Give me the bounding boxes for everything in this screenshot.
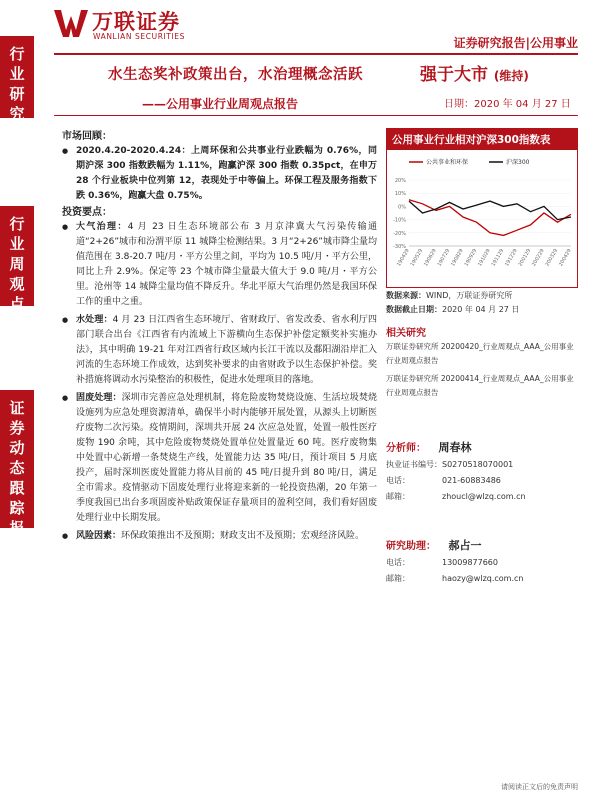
report-body [62, 128, 377, 544]
cert-label: 执业证书编号： [386, 460, 442, 469]
chart-cutoff [386, 304, 578, 315]
x-tick-label: 191129 [490, 248, 506, 268]
chart-heading: 公用事业行业相对沪深300指数表 [386, 128, 578, 150]
x-tick-label: 190629 [422, 248, 438, 268]
analyst-header [386, 440, 578, 457]
related-research-heading: 相关研究 [386, 328, 426, 339]
analyst-phone-row [386, 473, 578, 489]
chart-container [386, 150, 578, 288]
point-water-treatment [62, 313, 377, 388]
series-line-csi300 [409, 201, 571, 220]
y-tick-label: -30% [393, 244, 406, 250]
assistant-name: 郝占一 [448, 539, 482, 552]
email-link[interactable]: zhoucl@wlzq.com.cn [442, 492, 526, 501]
x-tick-label: 190929 [463, 248, 479, 268]
sidebar-tag-industry-research: 行 业 研 究 [0, 36, 34, 118]
related-research-link[interactable]: 万联证券研究所 20200414_行业周观点_AAA_公用事业行业周观点报告 [386, 374, 574, 397]
report-subtitle: ——公用事业行业周观点报告 [142, 97, 299, 111]
cutoff-label: 数据截止日期： [386, 305, 442, 314]
point-label: 大气治理： [76, 222, 128, 232]
point-label: 固废处理： [76, 393, 122, 403]
assistant-email-row [386, 571, 578, 587]
phone-label: 电话： [386, 558, 410, 567]
brand-name-cn: 万联证券 [92, 10, 180, 34]
brand-name-en: WANLIAN SECURITIES [93, 32, 186, 41]
legend-label: 公共事业和环保 [426, 159, 469, 166]
rating-value: 强于大市 [420, 65, 488, 85]
sidebar-tag-weekly-view: 行 业 周 观 点 [0, 206, 34, 306]
x-tick-label: 200329 [544, 248, 560, 268]
chart-source [386, 290, 578, 301]
y-tick-label: 10% [394, 191, 406, 198]
market-review-heading: 市场回顾： [62, 131, 112, 142]
market-review-text: 2020.4.20-2020.4.24：上周环保和公共事业行业跌幅为 0.76%，同期沪深 300 指数跌幅为 1.11%，跑赢沪深 300 指数 0.35pct，在申万 28 个行业板块中位列第 12，表现处于中等偏上。环保工程及服务指数下跌 0.36%，跑赢大盘 0.75%。 [76, 146, 377, 201]
phone-value: 021-60883486 [442, 476, 501, 485]
analyst-email-row [386, 489, 578, 505]
point-risk-factors [62, 529, 377, 544]
company-logo [54, 8, 254, 44]
header-divider [54, 53, 578, 55]
point-text: 环保政策推出不及预期；财政支出不及预期；宏观经济风险。 [121, 531, 365, 541]
x-tick-label: 200129 [517, 248, 533, 268]
market-review-bullet [62, 144, 377, 204]
related-research-link[interactable]: 万联证券研究所 20200420_行业周观点_AAA_公用事业行业周观点报告 [386, 342, 574, 365]
x-tick-label: 190429 [395, 248, 411, 268]
x-tick-label: 200429 [557, 248, 573, 268]
x-tick-label: 191229 [503, 248, 519, 268]
analyst-block [386, 440, 578, 505]
assistant-header [386, 538, 578, 555]
y-tick-label: -20% [393, 230, 406, 237]
point-text: 4 月 23 日生态环境部公布 3 月京津冀大气污染传输通道“2+26”城市和汾渭平原 11 城降尘检测结果。3 月“2+26”城市降尘量均值范围在 3.8-20.7 吨/月・平方公里之间，平均为 10.5 吨/月・平方公里，同比上升 2.9%。保定等 23 个城市降尘量最大值大于 9.0 吨/月・平方公里。沧州等 14 城降尘量均值不降反升。华北平原大气治理仍然是我国环保工作的重中之重。 [76, 222, 377, 307]
x-tick-label: 190529 [409, 248, 425, 268]
x-tick-label: 200229 [530, 248, 546, 268]
email-link[interactable]: haozy@wlzq.com.cn [442, 574, 524, 583]
cutoff-value: 2020 年 04 月 27 日 [442, 305, 520, 314]
source-label: 数据来源： [386, 291, 426, 300]
phone-value: 13009877660 [442, 558, 498, 567]
phone-label: 电话： [386, 476, 410, 485]
y-tick-label: -10% [393, 217, 406, 224]
point-air-treatment [62, 220, 377, 310]
point-solid-waste [62, 391, 377, 526]
cert-value: S0270518070001 [442, 460, 514, 469]
investment-points-heading: 投资要点： [62, 207, 112, 218]
relative-performance-chart [387, 150, 577, 286]
rating-note: (维持) [493, 69, 529, 83]
point-label: 风险因素： [76, 531, 122, 541]
point-text: 深圳市完善应急处理机制，将危险废物焚烧设施、生活垃圾焚烧设施列为应急处理资源清单，确保半小时内能够开展处置，从源头上切断医疗废物二次污染。疫情期间，深圳共开展 24 次应急处置，处置一般性医疗废物 190 余吨，其中危险废物焚烧处置单位处置量近 60 吨。医疗废物集中处置中心新增一条焚烧生产线，处置能力达 35 吨/日，预计项目 5 月底投产，届时深圳医废处置能力将从目前的 45 吨/日提升到 80 吨/日，满足全市需求。疫情驱动下固废处理行业将迎来新的一轮投资热潮，20 年第一季度我国已出台多项固废补贴政策保证存量项目的盈利空间，我们看好固废处理行业中长期发展。 [76, 393, 377, 523]
x-tick-label: 190829 [449, 248, 465, 268]
analyst-cert-row [386, 457, 578, 473]
legend-label: 沪深300 [506, 159, 530, 166]
analyst-name: 周春林 [438, 441, 472, 454]
title-divider [54, 115, 578, 116]
assistant-block [386, 538, 578, 587]
point-text: 4 月 23 日江西省生态环境厅、省财政厅、省发改委、省水利厅四部门联合出台《江西省有内流域上下游横向生态保护补偿定额奖补实施办法》，其中明确 19-21 年对江西省行政区域内长江干流以及鄱阳湖沿岸汇入河流的生态环境工作成效，达到奖补要求的由省财政予以生态保护补偿。奖补措施将调动水污染整治的积极性，促进水处理项目的落地。 [76, 315, 377, 385]
x-tick-label: 190729 [436, 248, 452, 268]
assistant-phone-row [386, 555, 578, 571]
report-title: 水生态奖补政策出台，水治理概念活跃 [108, 67, 363, 83]
series-line-utilities [409, 200, 571, 236]
assistant-heading: 研究助理： [386, 541, 436, 552]
y-tick-label: 0% [398, 204, 406, 211]
industry-rating [420, 60, 529, 85]
wanlian-logo-icon [54, 8, 88, 38]
report-date: 日期：2020 年 04 月 27 日 [444, 99, 571, 110]
analyst-heading: 分析师： [386, 443, 426, 454]
sidebar-tag-dynamic-report: 证 券 动 态 跟 踪 报 告 [0, 390, 34, 528]
sidebar [0, 0, 34, 800]
source-value: WIND，万联证券研究所 [426, 291, 513, 300]
disclaimer-note: 请阅读正文后的免责声明 [501, 783, 578, 791]
report-category: 证券研究报告|公用事业 [453, 36, 578, 50]
point-label: 水处理： [76, 315, 113, 325]
x-tick-label: 191029 [476, 248, 492, 268]
email-label: 邮箱： [386, 492, 410, 501]
y-tick-label: 20% [394, 178, 406, 184]
email-label: 邮箱： [386, 574, 410, 583]
